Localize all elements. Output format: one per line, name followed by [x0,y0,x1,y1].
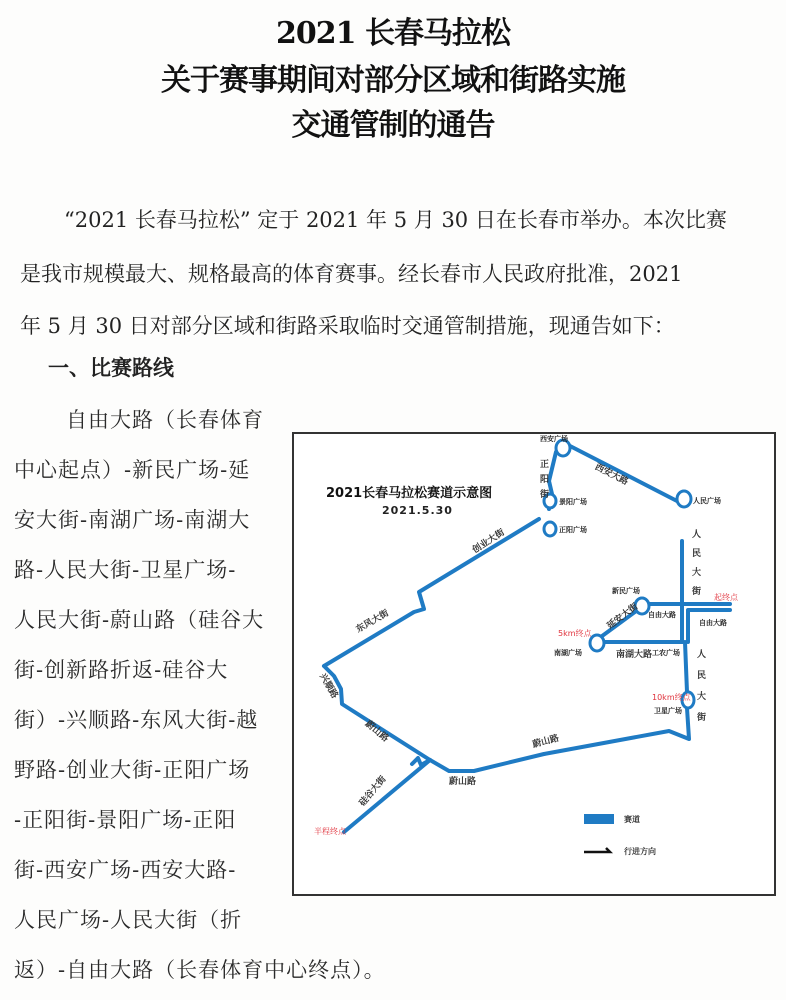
5km-finish-marker: 5km终点 [558,629,592,638]
zhengyang-square-marker [544,522,556,536]
legend-course-label: 赛道 [624,815,640,824]
label-xian-road: 西安大路 [593,462,630,488]
notice-title-line3: 交通管制的通告 [291,108,495,143]
legend-direction-label: 行进方向 [624,847,656,856]
label-gongnong-square: 工农广场 [652,649,680,657]
intro-line: 年 5 月 30 日对部分区域和街路采取临时交通管制措施，现通告如下： [20,314,675,338]
10km-finish-marker: 10km终点 [652,693,691,702]
route-line: 返）-自由大路（长春体育中心终点）。 [14,958,386,982]
course-map [292,432,776,896]
label-renmin-square: 人民广场 [693,497,721,505]
label-renmin-street: 人民大街 [690,529,700,605]
label-weixing-square: 卫星广场 [654,707,682,715]
route-line: 街-西安广场-西安大路- [14,858,237,882]
route-line: 中心起点）-新民广场-延 [14,458,251,482]
label-renmin-street-south: 人民大街 [695,649,705,733]
route-line: 人民大街-蔚山路（硅谷大 [14,608,265,632]
route-line: 野路-创业大街-正阳广场 [14,758,251,782]
route-line: 街-创新路折返-硅谷大 [14,658,229,682]
start-finish-marker: 起终点 [714,593,738,602]
intro-line: 是我市规模最大、规格最高的体育赛事。经长春市人民政府批准，2021 [20,262,683,286]
label-zhengyang-square: 正阳广场 [559,526,587,534]
label-nanhu-square: 南湖广场 [554,649,582,657]
label-weishan-road-east: 蔚山路 [531,733,561,751]
section-heading-route: 一、比赛路线 [48,356,174,380]
label-weishan-road-west: 蔚山路 [362,719,391,745]
label-xian-square: 西安广场 [540,435,568,443]
label-guigu-street: 硅谷大街 [357,774,389,809]
route-line: 安大街-南湖广场-南湖大 [14,508,251,532]
notice-title-line2: 关于赛事期间对部分区域和街路实施 [161,63,625,98]
label-xingshun-road: 兴顺路 [317,672,340,701]
label-nanhu-road: 南湖大路 [616,650,653,660]
label-chuangye-street: 创业大街 [470,527,507,556]
map-title: 2021长春马拉松赛道示意图 [326,486,493,501]
intro-line: “2021 长春马拉松” 定于 2021 年 5 月 30 日在长春市举办。本次比赛 [64,208,727,232]
nanhu-square-marker [590,635,604,651]
notice-title-line1: 2021 长春马拉松 [276,16,510,51]
label-zhengyang-street: 正阳街 [538,459,548,504]
label-yanan-street: 延安大街 [605,601,641,632]
route-line: 人民广场-人民大街（折 [14,908,243,932]
route-line: 街）-兴顺路-东风大街-越 [14,708,259,732]
legend-course-swatch [584,814,614,824]
label-dongfeng-street: 东风大街 [354,608,391,636]
half-marathon-finish-marker: 半程终点 [314,827,346,836]
renmin-square-marker [677,491,691,507]
route-line: 自由大路（长春体育 [66,408,264,432]
map-date: 2021.5.30 [382,504,453,517]
direction-arrow-icon [584,848,610,852]
label-xinmin-square: 新民广场 [612,587,640,595]
label-ziyou-road-east: 自由大路 [699,619,727,627]
route-line: 路-人民大街-卫星广场- [14,558,237,582]
label-jingyang-square: 景阳广场 [559,498,587,506]
label-ziyou-road-west: 自由大路 [648,611,676,619]
route-line: -正阳街-景阳广场-正阳 [14,808,237,832]
label-weishan-road-middle: 蔚山路 [449,777,477,787]
